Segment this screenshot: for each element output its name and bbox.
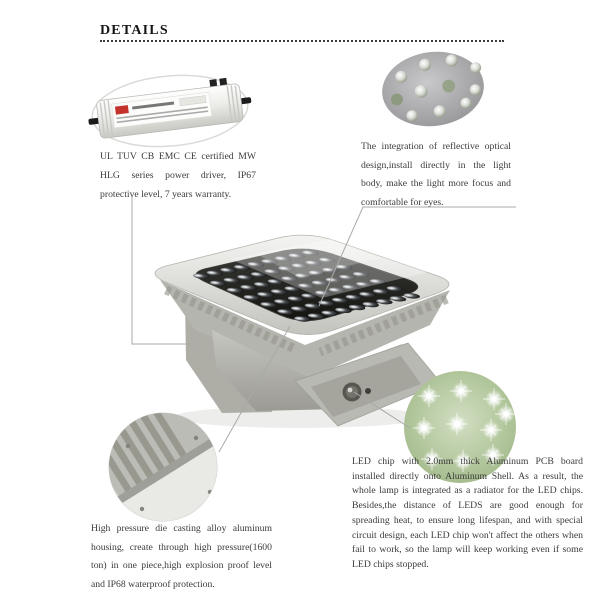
power-driver-image [85, 69, 253, 152]
heatsink-screw [208, 490, 212, 494]
details-heading: DETAILS [100, 23, 169, 38]
bracket-knob-highlight [348, 388, 353, 393]
heatsink-screw [126, 444, 130, 448]
mean-well-logo [115, 105, 129, 115]
driver-terminal-1 [209, 79, 217, 87]
heatsink-screw [194, 436, 198, 440]
floodlight-image [155, 235, 450, 428]
housing-note: High pressure die casting alloy aluminum housing, create through high pressure(1600 ton) in one piece,high explosion proof level and IP68 waterproof protection. [91, 523, 272, 590]
driver-note: UL TUV CB EMC CE certified MW HLG series power driver, IP67 protective level, 7 years warranty. [100, 151, 256, 200]
bracket-bolt [365, 388, 371, 394]
optics-note: The integration of reflective optical design,install directly in the light body, make the light more focus and comfortable for eyes. [361, 141, 511, 208]
led-chip-note: LED chip with 2.0mm thick Aluminum PCB board installed directly onto Aluminum Shell. As a result, the whole lamp is integrated as a radiator for the LED chips. Besides,the distance of LEDS are good enough for spreading heat, to ensure long lifespan, and with special circuit design, each LED chip won't affect the others when fail to work, so the lamp will keep working even if some LED chips stopped. [352, 456, 583, 570]
driver-terminal-2 [219, 78, 227, 86]
bracket-knob-inner [346, 386, 358, 398]
lens-closeup-image [378, 46, 488, 132]
heatsink-screw [140, 507, 144, 511]
dotted-divider [100, 30, 504, 42]
